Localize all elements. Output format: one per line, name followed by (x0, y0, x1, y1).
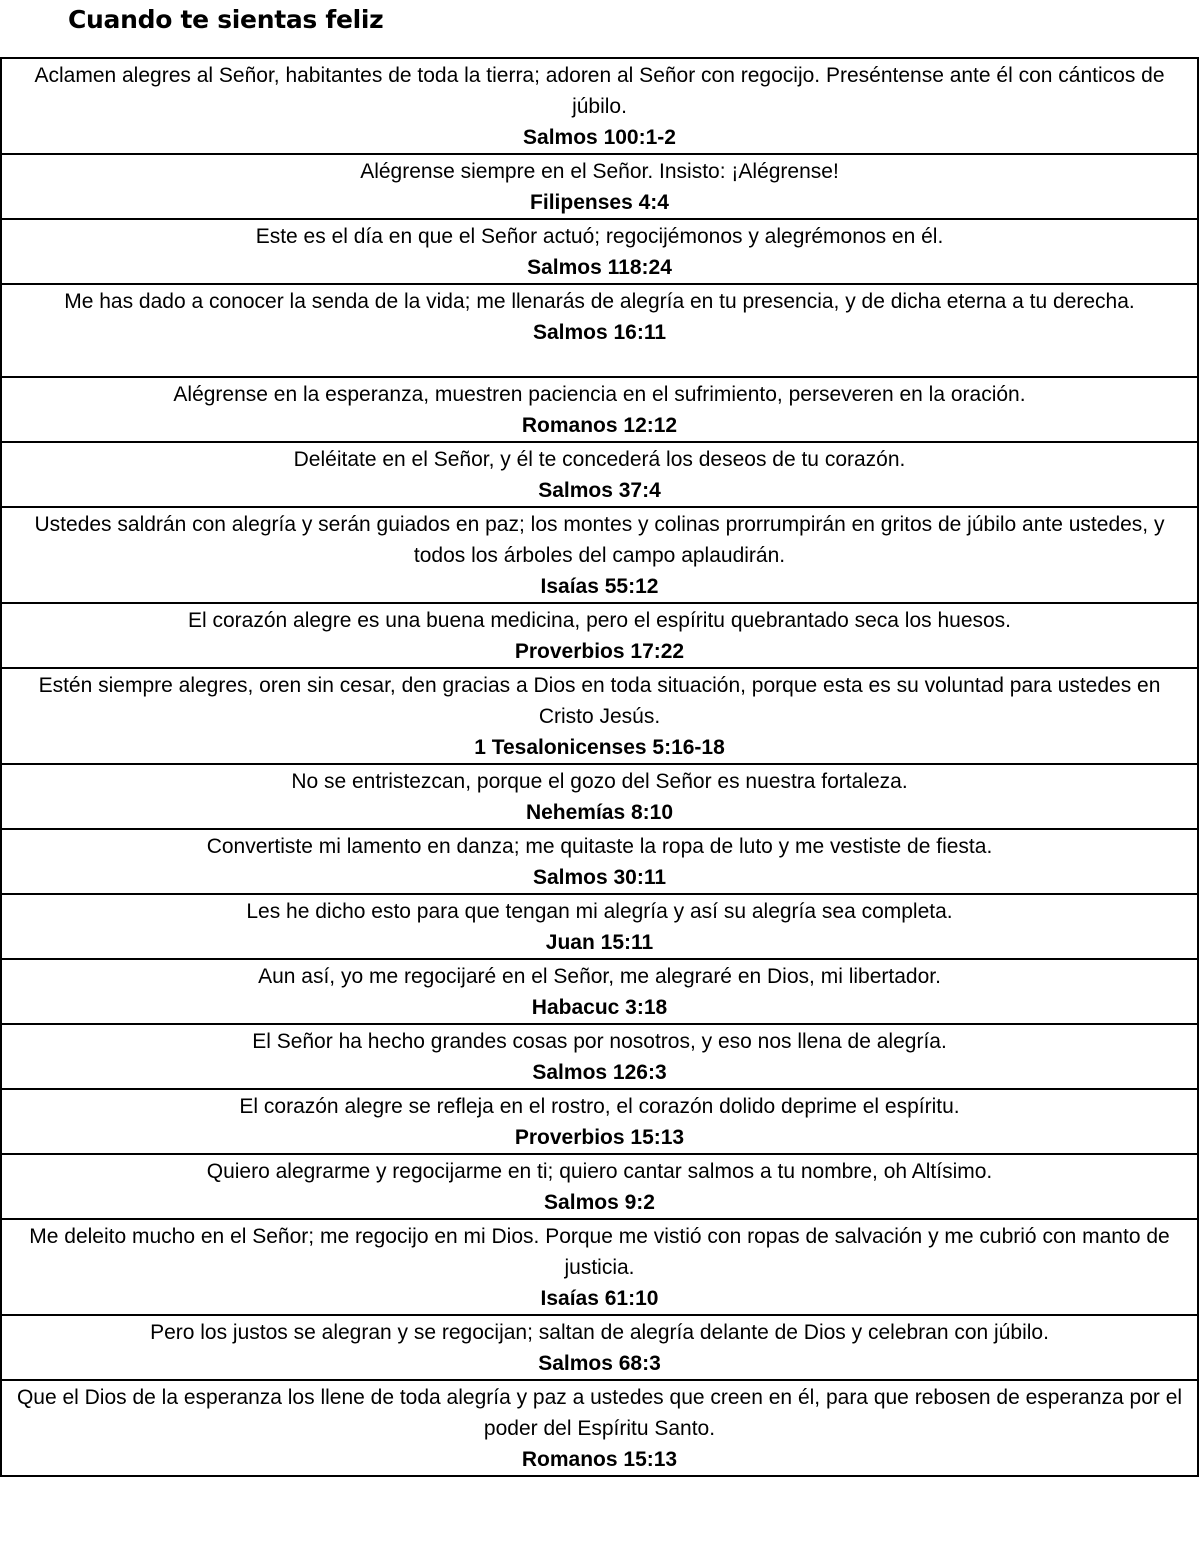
verse-cell (1, 219, 1198, 284)
verse-text: Este es el día en que el Señor actuó; regocijémonos y alegrémonos en él. (255, 225, 944, 248)
verse-reference: Salmos 126:3 (532, 1061, 667, 1084)
verse-cell (1, 284, 1198, 377)
verse-cell (1, 668, 1198, 764)
verse-text: Alégrense siempre en el Señor. Insisto: ¡Alégrense! (360, 160, 839, 183)
verse-reference: Romanos 15:13 (521, 1448, 678, 1471)
verse-row (1, 1024, 1198, 1089)
verse-cell (1, 507, 1198, 603)
verse-reference: Habacuc 3:18 (531, 996, 668, 1019)
verse-table (0, 57, 1199, 1477)
verse-row (1, 894, 1198, 959)
verse-text: El corazón alegre es una buena medicina, pero el espíritu quebrantado seca los huesos. (187, 609, 1012, 632)
verse-cell (1, 58, 1198, 154)
verse-cell (1, 154, 1198, 219)
verse-cell (1, 1380, 1198, 1476)
verse-reference: 1 Tesalonicenses 5:16-18 (474, 736, 725, 759)
verse-reference: Juan 15:11 (545, 931, 654, 954)
verse-row (1, 1089, 1198, 1154)
verse-text: El corazón alegre se refleja en el rostro, el corazón dolido deprime el espíritu. (239, 1095, 960, 1118)
verse-cell (1, 603, 1198, 668)
verse-text: Me deleito mucho en el Señor; me regocijo en mi Dios. Porque me vistió con ropas de salvación y me cubrió con manto de justicia. (29, 1225, 1170, 1279)
verse-cell (1, 764, 1198, 829)
verse-text: Alégrense en la esperanza, muestren paciencia en el sufrimiento, perseveren en la oración. (173, 383, 1026, 406)
verse-cell (1, 377, 1198, 442)
verse-reference: Proverbios 17:22 (514, 640, 685, 663)
verse-text: Quiero alegrarme y regocijarme en ti; quiero cantar salmos a tu nombre, oh Altísimo. (206, 1160, 993, 1183)
verse-text: Estén siempre alegres, oren sin cesar, den gracias a Dios en toda situación, porque esta es su voluntad para ustedes en Cristo Jesús. (38, 674, 1161, 728)
verse-row (1, 284, 1198, 377)
verse-reference: Filipenses 4:4 (530, 191, 669, 214)
verse-reference: Romanos 12:12 (521, 414, 678, 437)
verse-row (1, 58, 1198, 154)
verse-reference: Salmos 100:1-2 (523, 126, 676, 149)
verse-reference: Isaías 61:10 (540, 1287, 659, 1310)
verse-reference: Proverbios 15:13 (514, 1126, 685, 1149)
verse-cell (1, 1315, 1198, 1380)
verse-text: Pero los justos se alegran y se regocijan; saltan de alegría delante de Dios y celebran con júbilo. (150, 1321, 1049, 1344)
verse-reference: Salmos 118:24 (527, 256, 672, 279)
verse-text: No se entristezcan, porque el gozo del Señor es nuestra fortaleza. (291, 770, 908, 793)
verse-row (1, 959, 1198, 1024)
verse-reference: Isaías 55:12 (540, 575, 659, 598)
verse-text: Convertiste mi lamento en danza; me quitaste la ropa de luto y me vestiste de fiesta. (206, 835, 993, 858)
verse-reference: Salmos 68:3 (538, 1352, 661, 1375)
verse-reference: Nehemías 8:10 (525, 801, 674, 824)
verse-reference: Salmos 16:11 (532, 321, 667, 344)
verse-row (1, 829, 1198, 894)
verse-row (1, 764, 1198, 829)
page-title: Cuando te sientas feliz (68, 5, 384, 34)
verse-cell (1, 1154, 1198, 1219)
verse-cell (1, 1089, 1198, 1154)
verse-row (1, 668, 1198, 764)
verse-row (1, 377, 1198, 442)
verse-text: Aun así, yo me regocijaré en el Señor, me alegraré en Dios, mi libertador. (258, 965, 941, 988)
verse-row (1, 219, 1198, 284)
verse-text: Que el Dios de la esperanza los llene de toda alegría y paz a ustedes que creen en él, para que rebosen de esperanza por el poder del Espíritu Santo. (16, 1386, 1183, 1440)
verse-row (1, 1315, 1198, 1380)
verse-row (1, 442, 1198, 507)
verse-text: Ustedes saldrán con alegría y serán guiados en paz; los montes y colinas prorrumpirán en gritos de júbilo ante ustedes, y todos los árboles del campo aplaudirán. (34, 513, 1165, 567)
verse-cell (1, 1024, 1198, 1089)
verse-text: Aclamen alegres al Señor, habitantes de toda la tierra; adoren al Señor con regocijo. Preséntense ante él con cánticos de júbilo. (34, 64, 1165, 118)
verse-row (1, 1380, 1198, 1476)
verse-row (1, 603, 1198, 668)
verse-cell (1, 959, 1198, 1024)
verse-reference: Salmos 9:2 (544, 1191, 655, 1214)
verse-reference: Salmos 30:11 (532, 866, 667, 889)
verse-row (1, 1219, 1198, 1315)
verse-row (1, 1154, 1198, 1219)
verse-text: El Señor ha hecho grandes cosas por nosotros, y eso nos llena de alegría. (252, 1030, 947, 1053)
verse-text: Deléitate en el Señor, y él te concederá los deseos de tu corazón. (293, 448, 906, 471)
verse-text: Me has dado a conocer la senda de la vida; me llenarás de alegría en tu presencia, y de dicha eterna a tu derecha. (64, 290, 1135, 313)
verse-text: Les he dicho esto para que tengan mi alegría y así su alegría sea completa. (246, 900, 953, 923)
verse-row (1, 507, 1198, 603)
verse-cell (1, 442, 1198, 507)
verse-row (1, 154, 1198, 219)
verse-cell (1, 894, 1198, 959)
verse-cell (1, 1219, 1198, 1315)
verse-reference: Salmos 37:4 (538, 479, 661, 502)
verse-cell (1, 829, 1198, 894)
